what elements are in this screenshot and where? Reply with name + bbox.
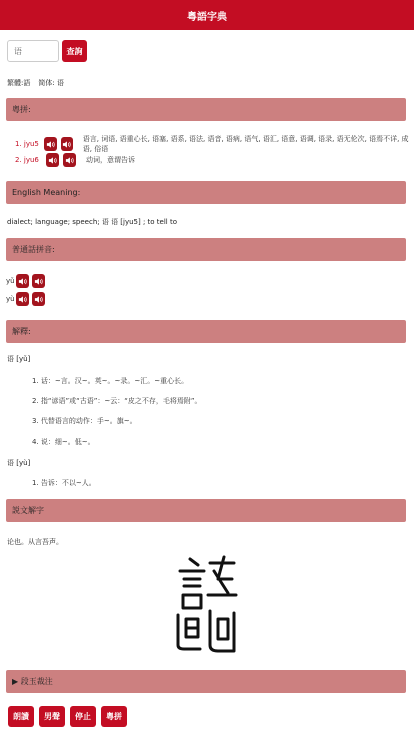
read-aloud-button[interactable]: 朗讀	[8, 706, 34, 727]
shuowen-section-header	[6, 499, 406, 522]
jyutping-section-header	[6, 98, 406, 121]
pinyin-row	[6, 274, 48, 288]
speaker-icon[interactable]	[46, 153, 59, 167]
definition-item: 1. 告诉：不以~人。	[32, 479, 96, 487]
speaker-icon[interactable]	[16, 274, 29, 288]
duanyu-section-title: ▶ 段玉裁注	[12, 677, 53, 686]
jyutping-example-words: 语言, 词语, 语重心长, 语塞, 语系, 语法, 语音, 语病, 语气, 语汇, 语意, 语调, 语录, 语无伦次, 语焉不详, 成语, 俗语	[82, 135, 409, 153]
jyutping-row	[15, 134, 414, 154]
search-bar	[7, 40, 87, 62]
pinyin-reading: yù	[6, 295, 15, 303]
english-meaning: dialect; language; speech; 语 语 [jyu5] ; to tell to	[7, 218, 177, 226]
definition-item: 1. 话：~言。汉~。英~。~录。~汇。~重心长。	[32, 377, 189, 385]
speaker-icon[interactable]	[63, 153, 76, 167]
jyutping-section-title: 粵拼:	[12, 105, 31, 114]
shuowen-section-title: 説文解字	[12, 506, 44, 515]
shuowen-text: 论也。从言吾声。	[7, 538, 63, 546]
english-section-header	[6, 181, 406, 204]
definition-item: 2. 指“谚语”或“古语”：~云：“皮之不存，毛将焉附”。	[32, 397, 202, 405]
jyutping-button[interactable]: 粵拼	[101, 706, 127, 727]
definition-heading: 语 [yǔ]	[7, 355, 31, 363]
simplified-variant: 简体: 语	[38, 79, 64, 87]
jyutping-reading: 2. jyu6	[15, 156, 39, 164]
pinyin-section-header	[6, 238, 406, 261]
speaker-icon[interactable]	[44, 137, 56, 151]
search-button[interactable]: 查詢	[62, 40, 87, 62]
speaker-icon[interactable]	[61, 137, 73, 151]
pinyin-reading: yǔ	[6, 277, 15, 285]
speaker-icon[interactable]	[32, 274, 45, 288]
pinyin-row	[6, 292, 48, 306]
jyutping-row	[15, 153, 135, 167]
male-voice-button[interactable]: 男聲	[39, 706, 65, 727]
jyutping-reading: 1. jyu5	[15, 140, 39, 148]
definition-item: 3. 代替语言的动作：手~。旗~。	[32, 417, 137, 425]
bottom-toolbar	[8, 706, 127, 727]
traditional-variant: 繁體:語	[7, 79, 31, 87]
explanation-section-header	[6, 320, 406, 343]
app-title-bar	[0, 0, 414, 30]
search-input-value: 语	[14, 46, 22, 56]
seal-script-character-image	[174, 553, 240, 661]
pinyin-section-title: 普通話拼音:	[12, 245, 55, 254]
app-title: 粤語字典	[187, 11, 227, 23]
english-section-title: English Meaning:	[12, 188, 81, 197]
speaker-icon[interactable]	[32, 292, 45, 306]
stop-button[interactable]: 停止	[70, 706, 96, 727]
search-input[interactable]	[7, 40, 59, 62]
definition-item: 4. 说：细~。低~。	[32, 438, 95, 446]
speaker-icon[interactable]	[16, 292, 29, 306]
jyutping-example-words: 动词，意谓告诉	[86, 156, 135, 164]
definition-heading: 语 [yù]	[7, 459, 31, 467]
character-variants	[7, 78, 64, 88]
explanation-section-title: 解釋:	[12, 327, 31, 336]
duanyu-section-header[interactable]	[6, 670, 406, 693]
